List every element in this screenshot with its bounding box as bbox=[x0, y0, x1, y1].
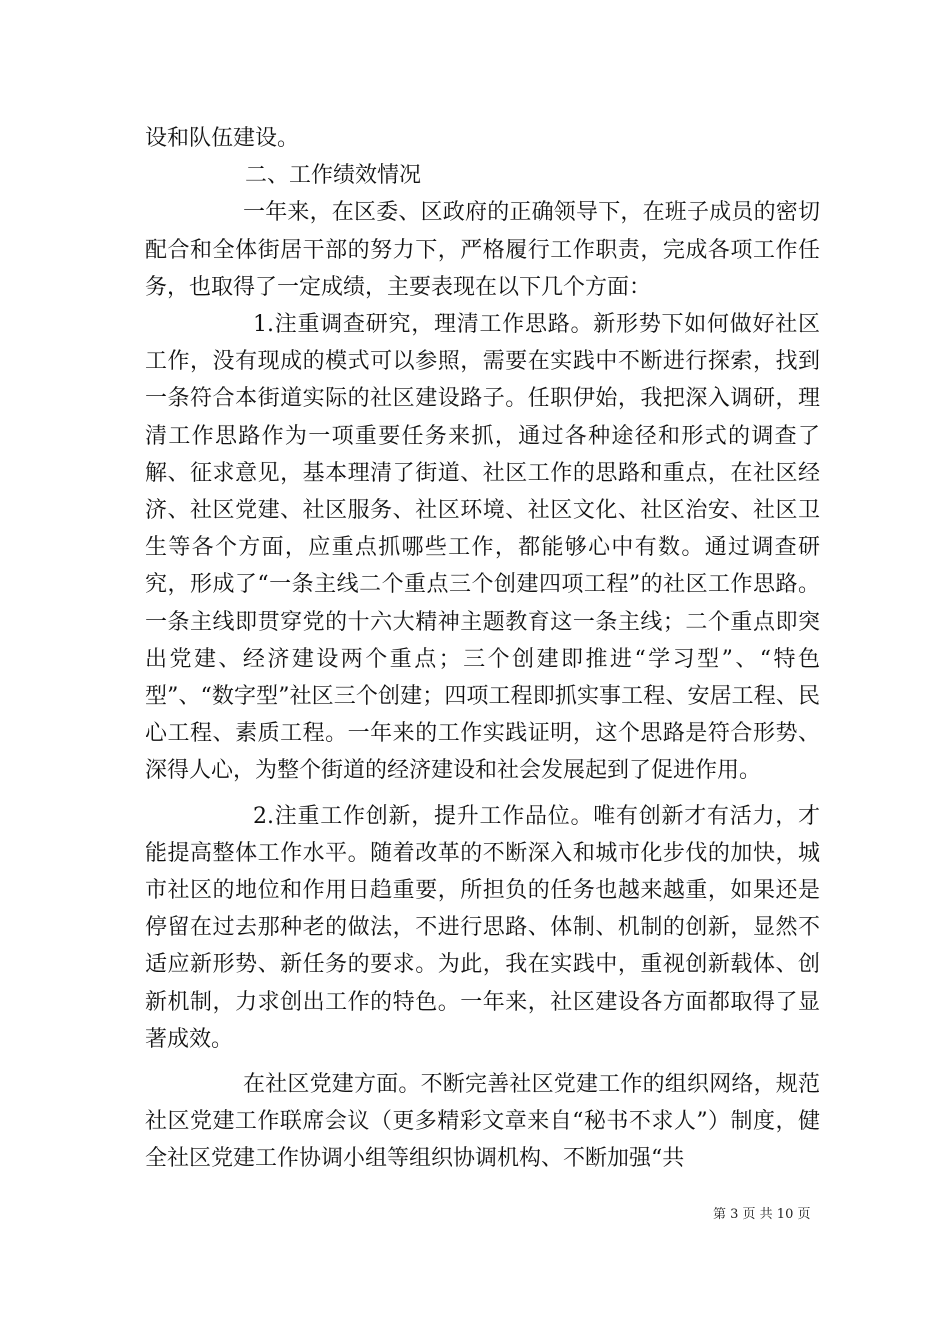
section-heading: 二、工作绩效情况 bbox=[245, 163, 422, 189]
document-body bbox=[145, 120, 820, 1178]
paragraph-continuation: 设和队伍建设。 bbox=[145, 126, 300, 151]
paragraph-item-2: 2.注重工作创新，提升工作品位。唯有创新才有活力，才能提高整体工作水平。随着改革的不断深入和城市化步伐的加快，城市社区的地位和作用日趋重要，所担负的任务也越来越重，如果还是停留在过去那种老的做法，不进行思路、体制、机制的创新，显然不适应新形势、新任务的要求。为此，我在实践中，重视创新载体、创新机制，力求创出工作的特色。一年来，社区建设各方面都取得了显著成效。 bbox=[145, 803, 820, 1052]
paragraph-party-building: 在社区党建方面。不断完善社区党建工作的组织网络，规范社区党建工作联席会议（更多精彩文章来自“秘书不求人”）制度，健全社区党建工作协调小组等组织协调机构、不断加强“共 bbox=[145, 1072, 820, 1172]
page-number-footer: 第 3 页 共 10 页 bbox=[713, 1207, 811, 1222]
paragraph-intro: 一年来，在区委、区政府的正确领导下，在班子成员的密切配合和全体街居干部的努力下，严格履行工作职责，完成各项工作任务，也取得了一定成绩，主要表现在以下几个方面： bbox=[145, 200, 820, 300]
paragraph-item-1: 1.注重调查研究，理清工作思路。新形势下如何做好社区工作，没有现成的模式可以参照，需要在实践中不断进行探索，找到一条符合本街道实际的社区建设路子。任职伊始，我把深入调研，理清工作思路作为一项重要任务来抓，通过各种途径和形式的调查了解、征求意见，基本理清了街道、社区工作的思路和重点，在社区经济、社区党建、社区服务、社区环境、社区文化、社区治安、社区卫生等各个方面，应重点抓哪些工作，都能够心中有数。通过调查研究，形成了“一条主线二个重点三个创建四项工程”的社区工作思路。一条主线即贯穿党的十六大精神主题教育这一条主线；二个重点即突出党建、经济建设两个重点；三个创建即推进“学习型”、“特色型”、“数字型”社区三个创建；四项工程即抓实事工程、安居工程、民心工程、素质工程。一年来的工作实践证明，这个思路是符合形势、深得人心，为整个街道的经济建设和社会发展起到了促进作用。 bbox=[145, 312, 820, 784]
